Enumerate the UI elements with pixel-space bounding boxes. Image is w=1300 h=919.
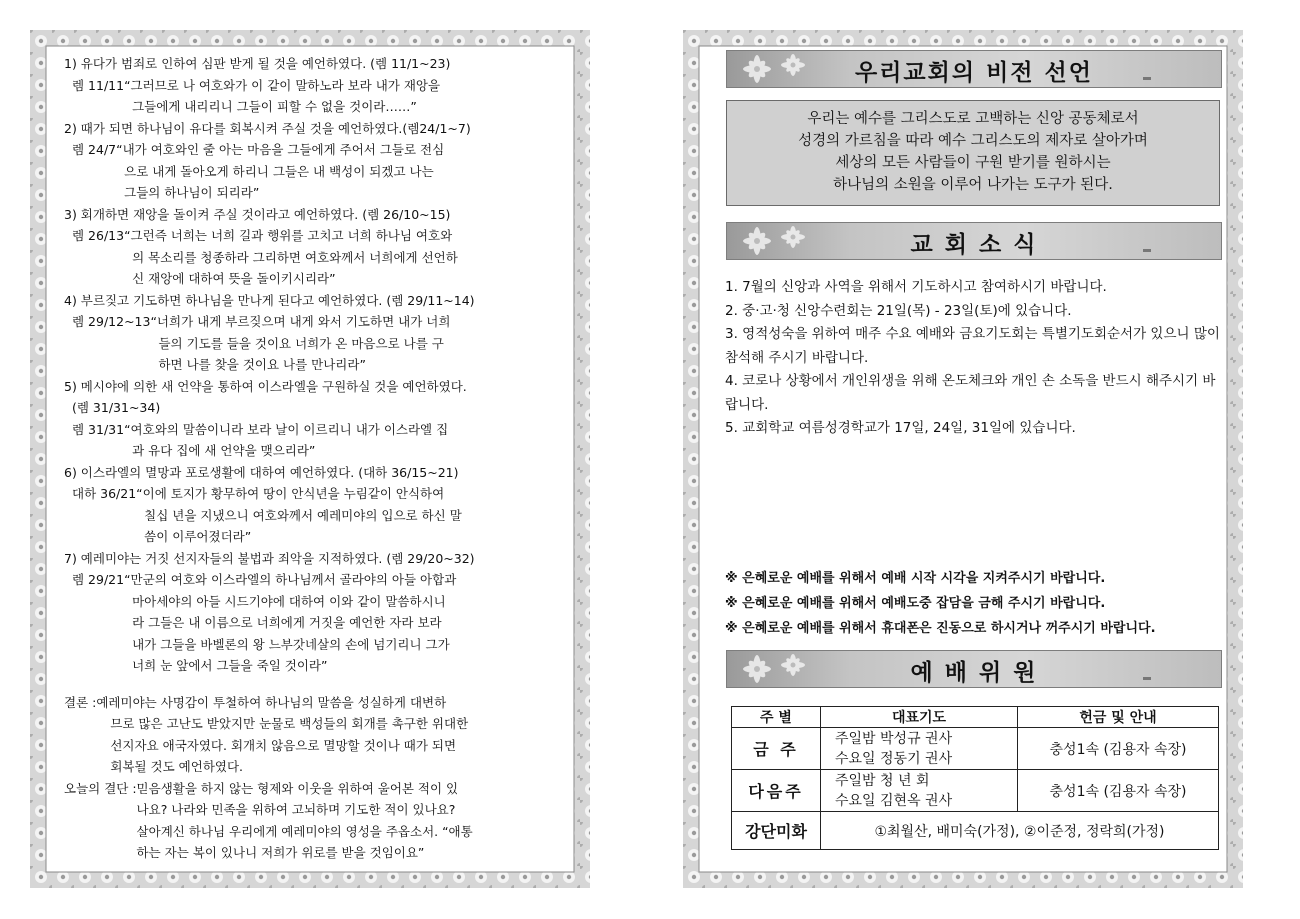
conclusion-line: 선지자요 애국자였다. 회개치 않음으로 멸망할 것이나 때가 되면	[110, 737, 457, 753]
prayer-line: 수요일 정동기 권사	[835, 750, 953, 767]
altar-flower-label: 강단미화	[732, 812, 821, 850]
decision-label: 오늘의 결단 :	[64, 780, 137, 796]
verse-reference: 렘 29/12~13	[72, 314, 151, 329]
outline-section-6	[64, 462, 586, 548]
verse-line: 내가 그들을 바벨론의 왕 느부갓네살의 손에 넘기리니 그가	[132, 636, 450, 652]
verse-line: 그들에게 내리리니 그들이 피할 수 없을 것이라……”	[132, 99, 417, 114]
outline-section-3	[64, 204, 586, 290]
verse-line: “내가 여호와인 줄 아는 마음을 그들에게 주어서 그들로 전심	[116, 142, 445, 157]
prayer-cell	[821, 728, 1018, 770]
verse-line: 마아세야의 아들 시드기야에 대하여 이와 같이 말씀하시니	[132, 593, 446, 609]
verse-line: 너희 눈 앞에서 그들을 죽일 것이라”	[132, 658, 328, 673]
decision-line: 살아계신 하나님 우리에게 예레미야의 영성을 주옵소서. “애통	[136, 823, 473, 839]
news-item: 5. 교회학교 여름성경학교가 17일, 24일, 31일에 있습니다.	[725, 420, 1076, 436]
worship-notices	[725, 566, 1225, 641]
verse-reference: 렘 26/13	[72, 228, 125, 243]
news-item: 4. 코로나 상황에서 개인위생을 위해 온도체크와 개인 손 소독을 반드시 해주시기 바랍니다.	[725, 373, 1216, 413]
verse-line: 신 재앙에 대하여 뜻을 돌이키시리라”	[132, 271, 336, 286]
notice-item: ※ 은혜로운 예배를 위해서 예배 시작 시각을 지켜주시기 바랍니다.	[725, 571, 1106, 586]
vision-title: 우리교회의 비전 선언	[855, 60, 1093, 86]
left-page	[30, 30, 590, 888]
verse-line: 의 목소리를 청종하라 그리하면 여호와께서 너희에게 선언하	[132, 249, 458, 265]
right-page	[683, 30, 1243, 888]
vision-statement-box	[726, 100, 1220, 206]
verse-line: 으로 내게 돌아오게 하리니 그들은 내 백성이 되겠고 나는	[124, 163, 434, 179]
news-item: 2. 중·고·청 신앙수련회는 21일(목) - 23일(토)에 있습니다.	[725, 302, 1072, 319]
worship-committee-table	[731, 706, 1219, 850]
vision-line: 하나님의 소원을 이루어 나가는 도구가 된다.	[833, 177, 1113, 193]
verse-line: 들의 기도를 들을 것이요 너희가 온 마음으로 나를 구	[158, 335, 444, 351]
church-news-title: 교 회 소 식	[910, 232, 1038, 258]
altar-flower-value: ①최월산, 배미숙(가정), ②이준정, 정락희(가정)	[821, 812, 1219, 850]
verse-line: “너희가 내게 부르짖으며 내게 와서 기도하면 내가 너희	[150, 314, 451, 329]
notice-item: ※ 은혜로운 예배를 위해서 예배도중 잡담을 금해 주시기 바랍니다.	[725, 596, 1106, 611]
section-heading: 4) 부르짖고 기도하면 하나님을 만나게 된다고 예언하였다. (렘 29/11~14)	[64, 292, 475, 308]
conclusion-label: 결론 :	[64, 694, 97, 710]
news-item: 3. 영적성숙을 위하여 매주 수요 예배와 금요기도회는 특별기도회순서가 있으니 많이 참석해 주시기 바랍니다.	[725, 326, 1220, 366]
offering-cell: 충성1속 (김용자 속장)	[1018, 728, 1219, 770]
section-heading-reference: (렘 31/31~34)	[72, 400, 161, 415]
section-heading: 7) 예레미야는 거짓 선지자들의 불법과 죄악을 지적하였다. (렘 29/20~32)	[64, 550, 475, 566]
verse-line: “이에 토지가 황무하여 땅이 안식년을 누림같이 안식하여	[136, 486, 445, 501]
section-heading: 3) 회개하면 재앙을 돌이켜 주실 것이라고 예언하였다. (렘 26/10~15)	[64, 206, 451, 222]
verse-line: 하면 나를 찾을 것이요 나를 만나리라”	[158, 357, 366, 372]
table-header: 주 별	[732, 707, 821, 728]
table-row	[732, 728, 1219, 770]
verse-line: “만군의 여호와 이스라엘의 하나님께서 골라야의 아들 아합과	[124, 572, 457, 587]
verse-line: 씀이 이루어졌더라”	[144, 529, 252, 544]
offering-cell: 충성1속 (김용자 속장)	[1018, 770, 1219, 812]
conclusion-line: 회복될 것도 예언하였다.	[110, 759, 244, 774]
verse-line: 칠십 년을 지냈으니 여호와께서 예레미야의 입으로 하신 말	[144, 507, 462, 523]
decision-line: 나요? 나라와 민족을 위하여 고뇌하며 기도한 적이 있나요?	[136, 802, 456, 817]
verse-line: “그러므로 나 여호와가 이 같이 말하노라 보라 내가 재앙을	[124, 77, 441, 93]
worship-committee-title: 예 배 위 원	[910, 660, 1038, 686]
outline-section-5	[64, 376, 586, 462]
notice-item: ※ 은혜로운 예배를 위해서 휴대폰은 진동으로 하시거나 꺼주시기 바랍니다.	[725, 621, 1156, 636]
vision-line: 우리는 예수를 그리스도로 고백하는 신앙 공동체로서	[807, 111, 1139, 127]
prayer-line: 수요일 김현옥 권사	[835, 792, 953, 809]
week-name: 다음주	[732, 770, 821, 812]
verse-line: “여호와의 말씀이니라 보라 날이 이르리니 내가 이스라엘 집	[124, 421, 449, 437]
todays-decision	[64, 778, 586, 864]
prayer-cell	[821, 770, 1018, 812]
decision-line: 하는 자는 복이 있나니 저희가 위로를 받을 것임이요”	[136, 845, 425, 860]
outline-section-1	[64, 53, 586, 118]
verse-reference: 렘 11/11	[72, 77, 125, 93]
worship-committee-banner	[726, 650, 1222, 688]
news-item: 1. 7월의 신앙과 사역을 위해서 기도하시고 참여하시기 바랍니다.	[725, 279, 1107, 295]
section-heading: 1) 유다가 범죄로 인하여 심판 받게 될 것을 예언하였다. (렘 11/1~23)	[64, 56, 451, 71]
section-heading: 2) 때가 되면 하나님이 유다를 회복시켜 주실 것을 예언하였다.(렘24/1~7)	[64, 120, 471, 136]
church-news-list	[725, 276, 1225, 441]
table-header: 헌금 및 안내	[1018, 707, 1219, 728]
verse-reference: 렘 29/21	[72, 572, 125, 587]
verse-reference: 렘 24/7	[72, 142, 117, 157]
table-header: 대표기도	[821, 707, 1018, 728]
outline-section-4	[64, 290, 586, 376]
vision-line: 세상의 모든 사람들이 구원 받기를 원하시는	[835, 155, 1111, 171]
verse-reference: 렘 31/31	[72, 421, 125, 437]
conclusion	[64, 692, 586, 778]
table-row	[732, 812, 1219, 850]
vision-banner	[726, 50, 1222, 88]
verse-line: 과 유다 집에 새 언약을 맺으리라”	[132, 443, 316, 458]
verse-reference: 대하 36/21	[72, 486, 137, 501]
outline-section-2	[64, 118, 586, 204]
vision-line: 성경의 가르침을 따라 예수 그리스도의 제자로 살아가며	[798, 133, 1148, 149]
sermon-outline	[64, 53, 586, 864]
conclusion-line: 므로 많은 고난도 받았지만 눈물로 백성들의 회개를 촉구한 위대한	[110, 716, 469, 731]
prayer-line: 주일밤 박성규 권사	[835, 730, 953, 747]
prayer-line: 주일밤 청 년 회	[835, 772, 930, 789]
outline-section-7	[64, 548, 586, 677]
decision-line: 믿음생활을 하지 않는 형제와 이웃을 위하여 울어본 적이 있	[136, 780, 459, 796]
week-name: 금 주	[732, 728, 821, 770]
table-header-row	[732, 707, 1219, 728]
church-news-banner	[726, 222, 1222, 260]
section-heading: 6) 이스라엘의 멸망과 포로생활에 대하여 예언하였다. (대하 36/15~21)	[64, 464, 459, 480]
conclusion-line: 예레미야는 사명감이 투철하여 하나님의 말씀을 성실하게 대변하	[96, 694, 447, 710]
table-row	[732, 770, 1219, 812]
verse-line: “그런즉 너희는 너희 길과 행위를 고치고 너희 하나님 여호와	[124, 228, 453, 243]
section-heading: 5) 메시야에 의한 새 언약을 통하여 이스라엘을 구원하실 것을 예언하였다.	[64, 378, 467, 394]
verse-line: 라 그들은 내 이름으로 너희에게 거짓을 예언한 자라 보라	[132, 615, 442, 630]
verse-line: 그들의 하나님이 되리라”	[124, 185, 260, 200]
